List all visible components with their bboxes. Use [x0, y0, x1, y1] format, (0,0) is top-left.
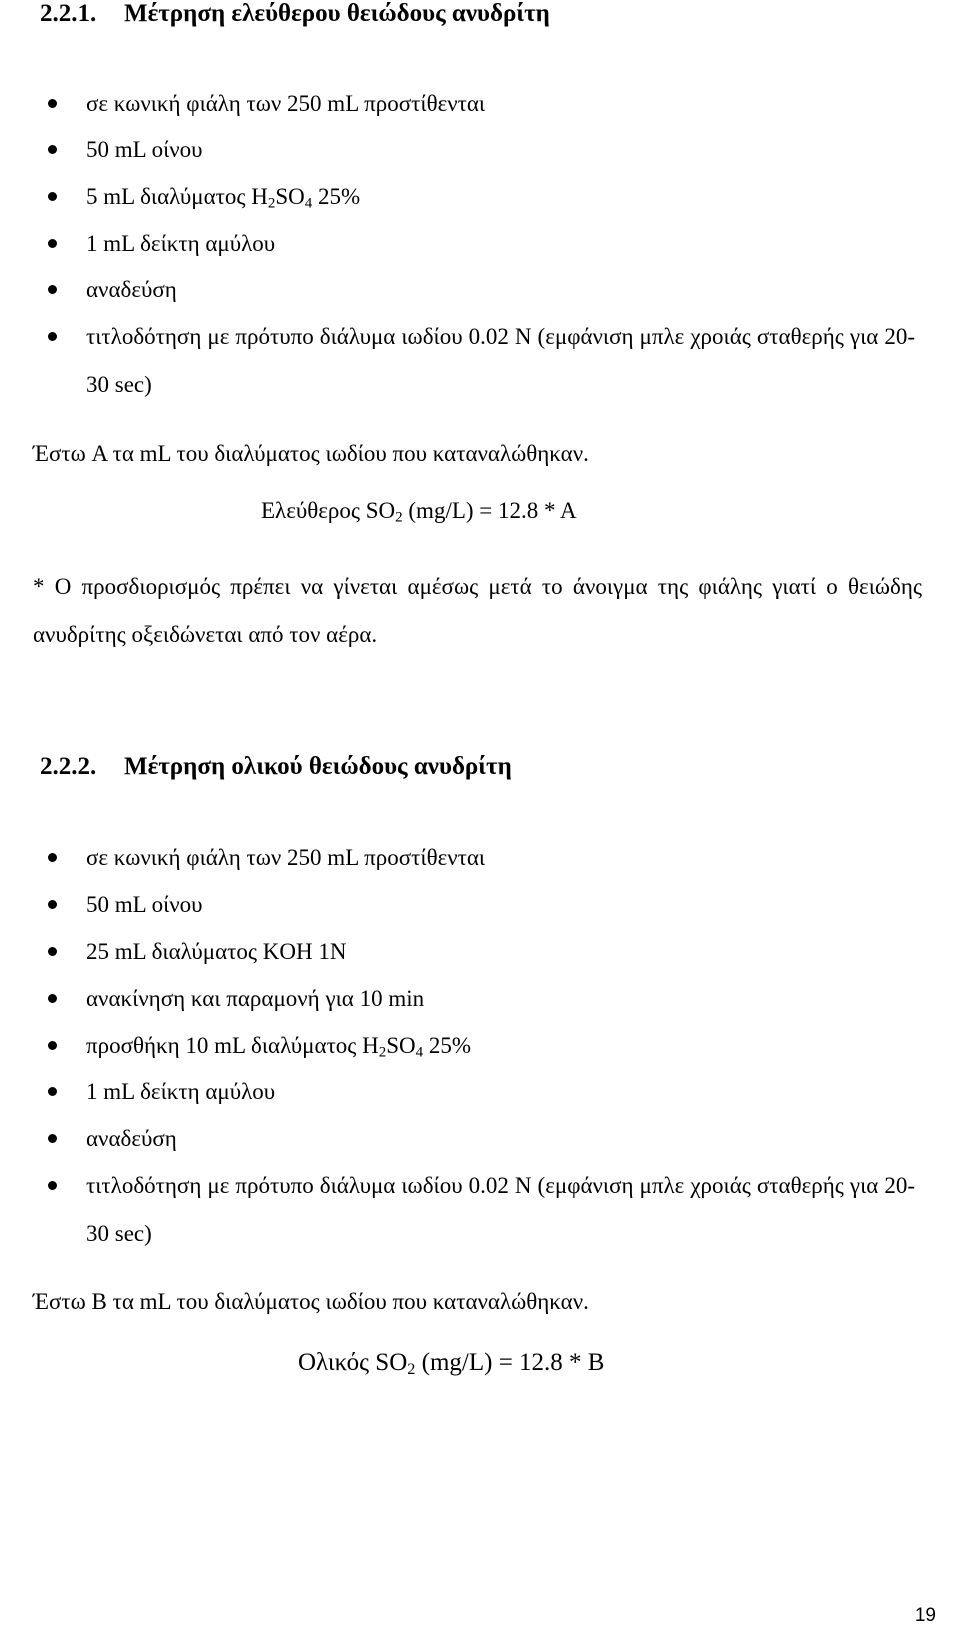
list-item: 50 mL οίνου: [86, 126, 915, 174]
list-item-acid: [86, 173, 915, 221]
subscript: 2: [407, 1360, 416, 1379]
formula-text: (mg/L) = 12.8 * B: [415, 1349, 605, 1376]
acid-step-text: 25%: [312, 184, 361, 209]
list-item: τιτλοδότηση με πρότυπο διάλυμα ιωδίου 0.02 N (εμφάνιση μπλε χροιάς σταθερής για 20-30 sec): [86, 313, 915, 409]
let-statement: Έστω B τα mL του διαλύματος ιωδίου που καταναλώθηκαν.: [33, 1289, 589, 1314]
subscript: 2: [378, 1044, 387, 1061]
list-item: 50 mL οίνου: [86, 881, 915, 929]
acid-step-text: προσθήκη 10 mL διαλύματος H: [86, 1033, 379, 1058]
formula-text: Ελεύθερος SO: [261, 498, 396, 523]
note-paragraph: * Ο προσδιορισμός πρέπει να γίνεται αμέσως μετά το άνοιγμα της φιάλης γιατί ο θειώδης ανυδρίτης οξειδώνεται από τον αέρα.: [33, 574, 922, 647]
subscript: 4: [415, 1044, 424, 1061]
subscript: 4: [304, 195, 313, 212]
list-item-acid: [86, 1022, 915, 1070]
section-number: 2.2.2.: [40, 753, 97, 780]
list-item: σε κωνική φιάλη των 250 mL προστίθενται: [86, 834, 915, 882]
section-title: Μέτρηση ελεύθερου θειώδους ανυδρίτη: [124, 0, 550, 27]
acid-step-text: SO: [275, 184, 305, 209]
list-item: 1 mL δείκτη αμύλου: [86, 1068, 915, 1116]
list-item: ανακίνηση και παραμονή για 10 min: [86, 975, 915, 1023]
formula-free-so2: [261, 498, 577, 524]
subscript: 2: [395, 509, 403, 526]
list-item: σε κωνική φιάλη των 250 mL προστίθενται: [86, 80, 915, 128]
list-item: αναδεύση: [86, 1115, 915, 1163]
list-item: 25 mL διαλύματος KOH 1N: [86, 928, 915, 976]
page-number: 19: [914, 1605, 936, 1626]
acid-step-text: SO: [386, 1033, 416, 1058]
section-heading-total-so2: [40, 753, 512, 781]
formula-text: (mg/L) = 12.8 * A: [402, 498, 577, 523]
section-heading-free-so2: [40, 0, 550, 28]
formula-text: Ολικός SO: [298, 1349, 408, 1376]
list-item: 1 mL δείκτη αμύλου: [86, 220, 915, 268]
list-item: αναδεύση: [86, 266, 915, 314]
section-number: 2.2.1.: [40, 0, 97, 27]
acid-step-text: 25%: [423, 1033, 472, 1058]
list-item: τιτλοδότηση με πρότυπο διάλυμα ιωδίου 0.02 N (εμφάνιση μπλε χροιάς σταθερής για 20-30 sec): [86, 1162, 915, 1258]
formula-total-so2: [298, 1349, 604, 1377]
let-statement: Έστω A τα mL του διαλύματος ιωδίου που καταναλώθηκαν.: [33, 441, 589, 466]
acid-step-text: 5 mL διαλύματος H: [86, 184, 268, 209]
subscript: 2: [267, 195, 276, 212]
section-title: Μέτρηση ολικού θειώδους ανυδρίτη: [124, 753, 512, 780]
